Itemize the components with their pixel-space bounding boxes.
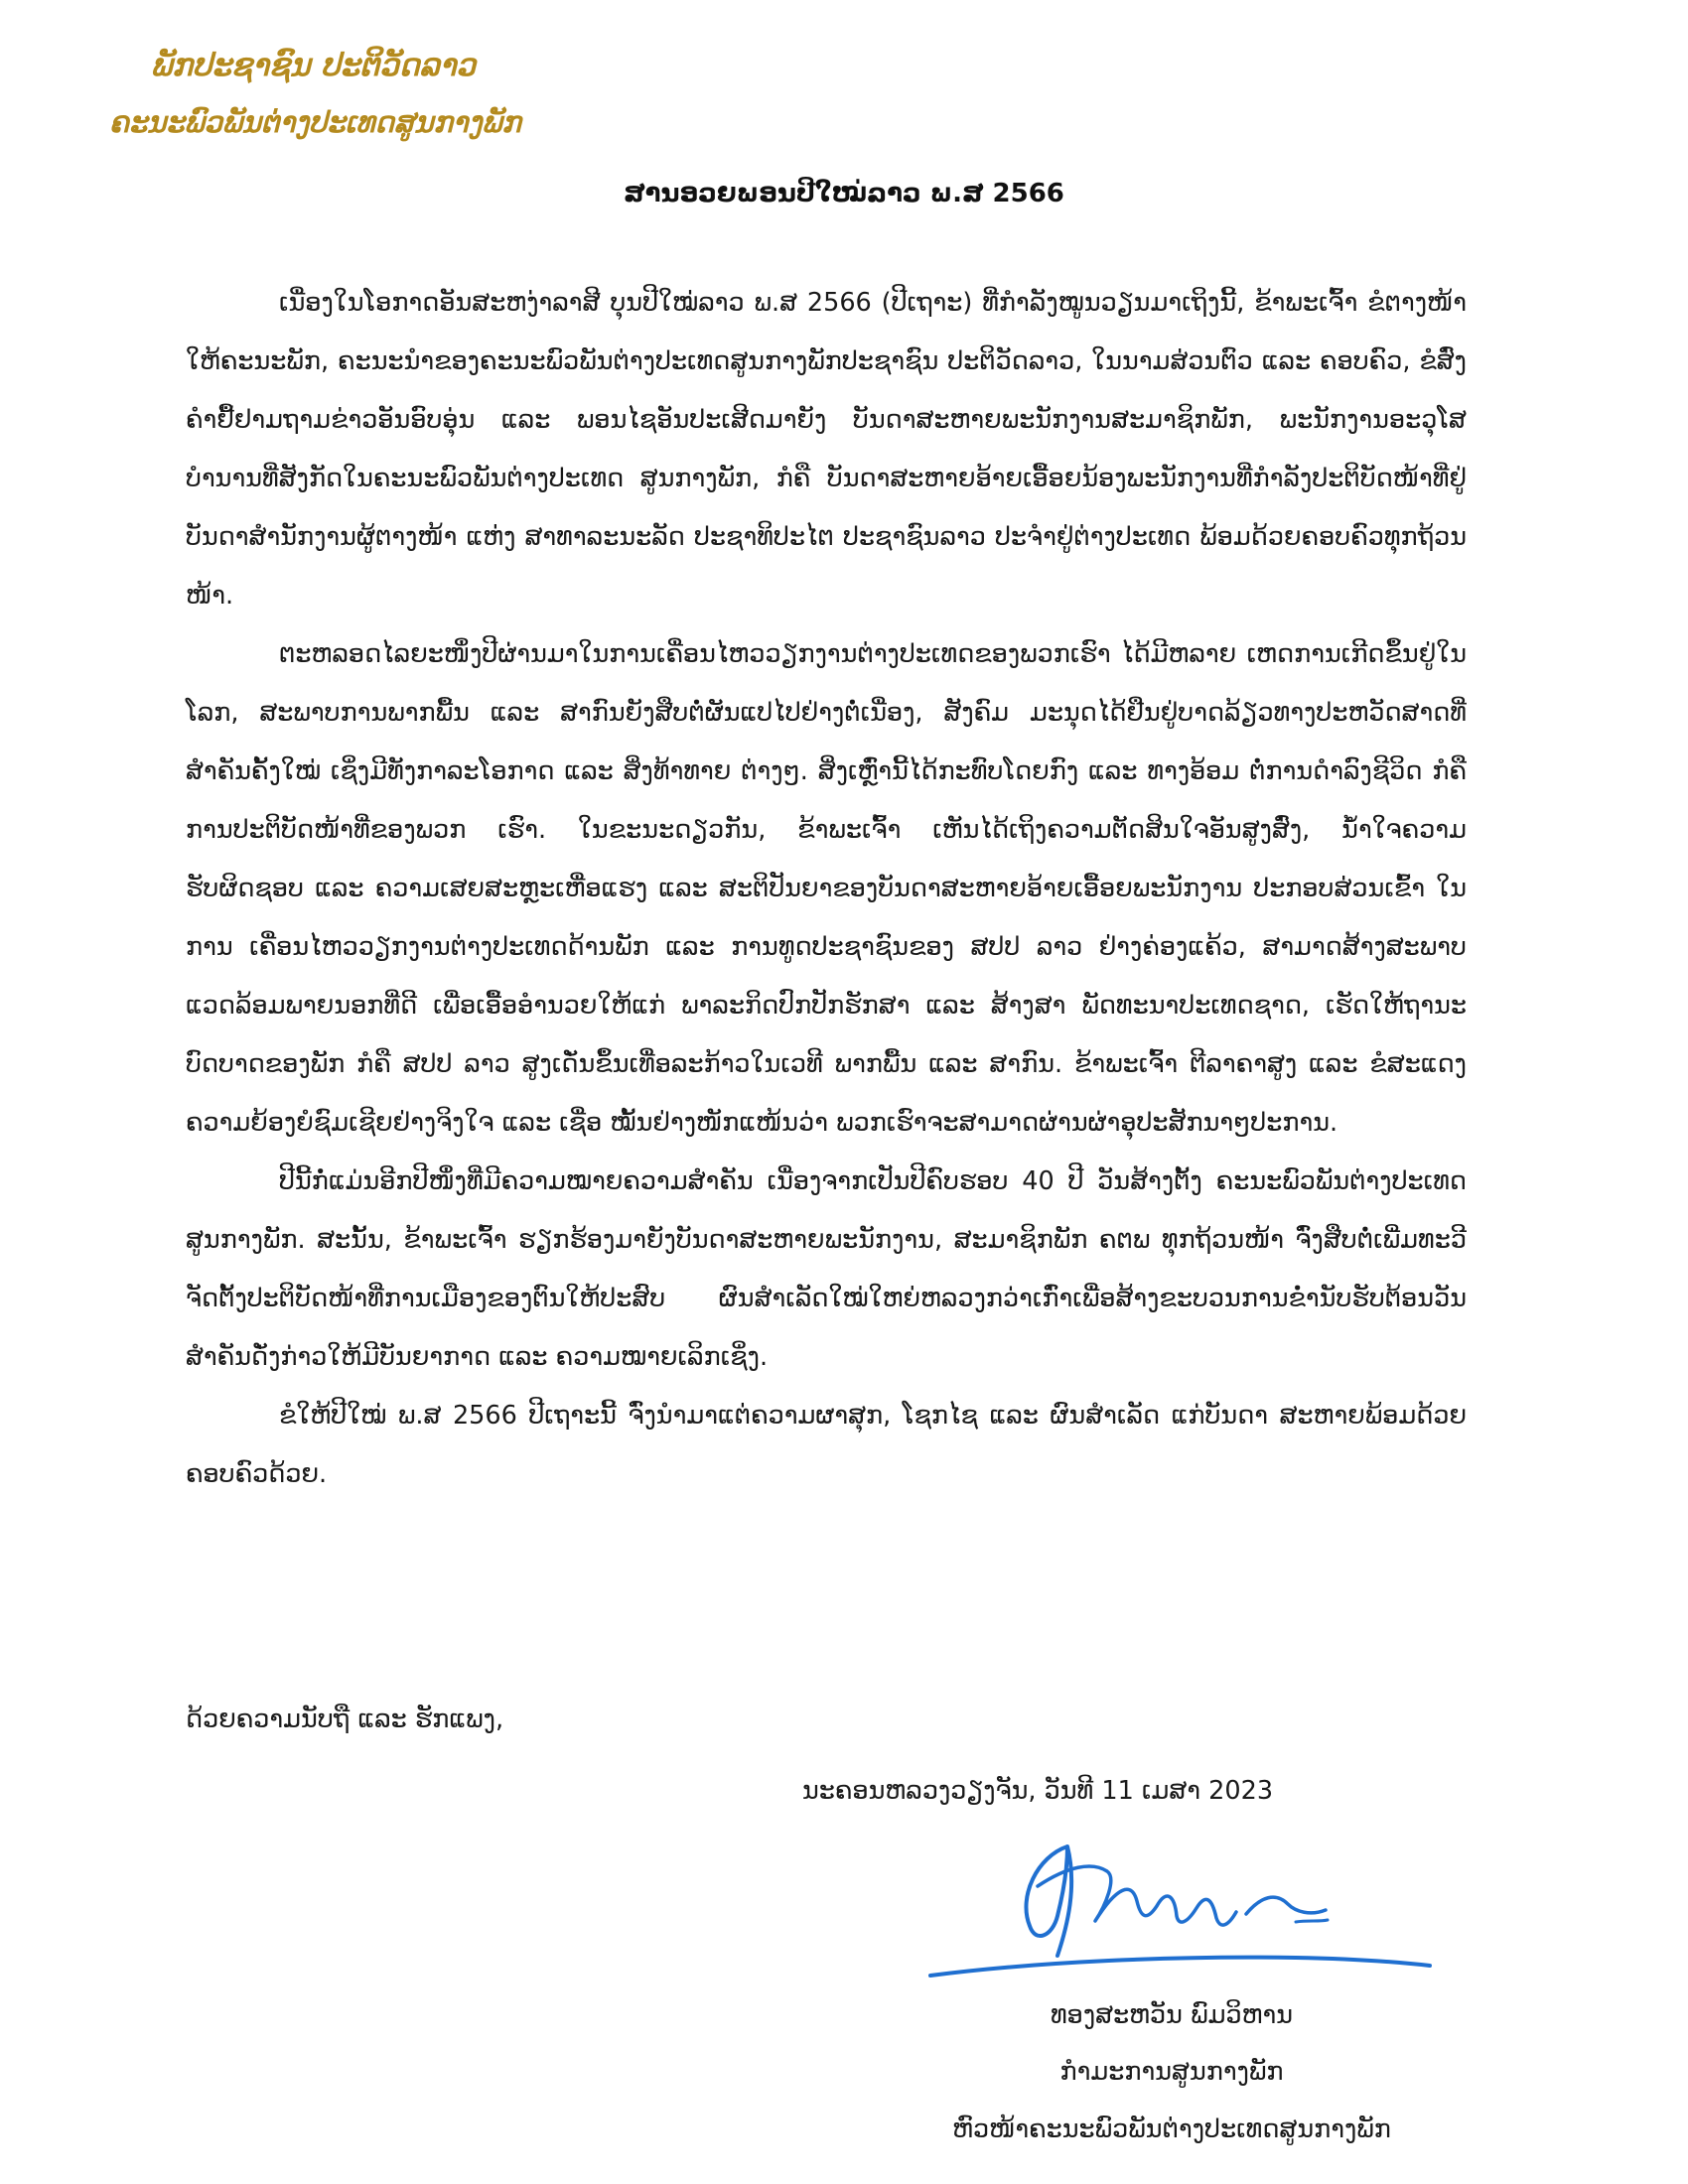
place-and-date: ນະຄອນຫລວງວຽງຈັນ, ວັນທີ 11 ເມສາ 2023 bbox=[802, 1776, 1274, 1806]
body-paragraph-3: ປີນີ້ກໍ່ແມ່ນອີກປີໜຶ່ງທີ່ມີຄວາມໝາຍຄວາມສຳຄັນ ເນື່ອງຈາກເປັນປີຄົບຮອບ 40 ປີ ວັນສ້າງຕັ້ງ ຄະນະພົວພັນຕ່າງປະເທດສູນກາງພັກ. ສະນັ້ນ, ຂ້າພະເຈົ້າ ຮຽກຮ້ອງມາຍັງບັນດາສະຫາຍພະນັກງານ, ສະມາຊິກພັກ ຄຕພ ທຸກຖ້ວນໜ້າ ຈົ່ງສືບຕໍ່ເພີ່ມທະວີຈັດຕັ້ງປະຕິບັດໜ້າທີ່ການເມືອງຂອງຕົນໃຫ້ປະສົບ ຜົນສຳເລັດໃໝ່ໃຫຍ່ຫລວງກວ່າເກົ່າເພື່ອສ້າງຂະບວນການຂໍ່ານັບຮັບຕ້ອນວັນສຳຄັນດັ່ງກ່າວໃຫ້ມີບັນຍາກາດ ແລະ ຄວາມໝາຍເລິກເຊິ່ງ. bbox=[186, 1166, 1467, 1372]
body-paragraph-1: ເນື່ອງໃນໂອກາດອັນສະຫງ່າລາສີ ບຸນປີໃໝ່ລາວ ພ.ສ 2566 (ປີເຖາະ) ທີ່ກຳລັງໝູນວຽນມາເຖິງນີ້, ຂ້າພະເຈົ້າ ຂໍຕາງໜ້າໃຫ້ຄະນະພັກ, ຄະນະນຳຂອງຄະນະພົວພັນຕ່າງປະເທດສູນກາງພັກປະຊາຊົນ ປະຕິວັດລາວ, ໃນນາມສ່ວນຕົວ ແລະ ຄອບຄົວ, ຂໍສົ່ງຄຳຢື້ຢາມຖາມຂ່າວອັນອົບອຸ່ນ ແລະ ພອນໄຊອັນປະເສີດມາຍັງ ບັນດາສະຫາຍພະນັກງານສະມາຊິກພັກ, ພະນັກງານອະວຸໂສບຳນານທີ່ສັງກັດໃນຄະນະພົວພັນຕ່າງປະເທດ ສູນກາງພັກ, ກໍຄື ບັນດາສະຫາຍອ້າຍເອື້ອຍນ້ອງພະນັກງານທີ່ກຳລັງປະຕິບັດໜ້າທີ່ຢູ່ບັນດາສຳນັກງານຜູ້ຕາງໜ້າ ແຫ່ງ ສາທາລະນະລັດ ປະຊາທິປະໄຕ ປະຊາຊົນລາວ ປະຈຳຢູ່ຕ່າງປະເທດ ພ້ອມດ້ວຍຄອບຄົວທຸກຖ້ວນໜ້າ. bbox=[186, 288, 1467, 611]
signatory-position-2: ຫົວໜ້າຄະນະພົວພັນຕ່າງປະເທດສູນກາງພັກ bbox=[952, 2115, 1391, 2144]
signatory-position-1: ກຳມະການສູນກາງພັກ bbox=[1059, 2057, 1284, 2087]
letterhead-department-name: ຄະນະພົວພັນຕ່າງປະເທດສູນກາງພັກ bbox=[109, 105, 521, 139]
body-paragraph-4: ຂໍໃຫ້ປີໃໝ່ ພ.ສ 2566 ປີເຖາະນີ້ ຈົ່ງນຳມາແຕ່ຄວາມຜາສຸກ, ໂຊກໄຊ ແລະ ຜົນສຳເລັດ ແກ່ບັນດາ ສະຫາຍພ້ອມດ້ວຍຄອບຄົວດ້ວຍ. bbox=[186, 1401, 1467, 1489]
closing-salutation: ດ້ວຍຄວາມນັບຖື ແລະ ຮັກແພງ, bbox=[186, 1705, 504, 1734]
handwritten-signature bbox=[918, 1827, 1435, 1985]
signatory-name: ທອງສະຫວັນ ພົມວິຫານ bbox=[1050, 2000, 1294, 2030]
letter-body bbox=[186, 274, 1467, 1504]
letterhead-party-name: ພັກປະຊາຊົນ ປະຕິວັດລາວ bbox=[151, 48, 477, 83]
document-title: ສານອວຍພອນປີໃໝ່ລາວ ພ.ສ 2566 bbox=[624, 179, 1064, 208]
body-paragraph-2: ຕະຫລອດໄລຍະໜຶ່ງປີຜ່ານມາໃນການເຄື່ອນໄຫວວຽກງານຕ່າງປະເທດຂອງພວກເຮົາ ໄດ້ມີຫລາຍ ເຫດການເກີດຂຶ້ນຢູ່ໃນໂລກ, ສະພາບການພາກພື້ນ ແລະ ສາກົນຍັງສືບຕໍ່ຜັນແປໄປຢ່າງຕໍ່ເນື່ອງ, ສັງຄົມ ມະນຸດໄດ້ຢືນຢູ່ບາດລ້ຽວທາງປະຫວັດສາດທີ່ສຳຄັນຄັ້ງໃໝ່ ເຊິ່ງມີທັງກາລະໂອກາດ ແລະ ສິ່ງທ້າທາຍ ຕ່າງໆ. ສິ່ງເຫຼົ່ານີ້ໄດ້ກະທົບໂດຍກົງ ແລະ ທາງອ້ອມ ຕໍ່ການດຳລົງຊີວິດ ກໍຄື ການປະຕິບັດໜ້າທີ່ຂອງພວກ ເຮົາ. ໃນຂະນະດຽວກັນ, ຂ້າພະເຈົ້າ ເຫັນໄດ້ເຖິງຄວາມຕັດສິນໃຈອັນສູງສົ່ງ, ນ້ຳໃຈຄວາມຮັບຜິດຊອບ ແລະ ຄວາມເສຍສະຫຼະເຫື່ອແຮງ ແລະ ສະຕິປັນຍາຂອງບັນດາສະຫາຍອ້າຍເອື້ອຍພະນັກງານ ປະກອບສ່ວນເຂົ້າ ໃນການ ເຄື່ອນໄຫວວຽກງານຕ່າງປະເທດດ້ານພັກ ແລະ ການທູດປະຊາຊົນຂອງ ສປປ ລາວ ຢ່າງຄ່ອງແຄ້ວ, ສາມາດສ້າງສະພາບແວດລ້ອມພາຍນອກທີ່ດີ ເພື່ອເອື້ອອຳນວຍໃຫ້ແກ່ ພາລະກິດປົກປັກຮັກສາ ແລະ ສ້າງສາ ພັດທະນາປະເທດຊາດ, ເຮັດໃຫ້ຖານະບົດບາດຂອງພັກ ກໍຄື ສປປ ລາວ ສູງເດັ່ນຂຶ້ນເທື່ອລະກ້າວໃນເວທີ ພາກພື້ນ ແລະ ສາກົນ. ຂ້າພະເຈົ້າ ຕີລາຄາສູງ ແລະ ຂໍສະແດງຄວາມຍ້ອງຍໍຊົມເຊີຍຢ່າງຈິງໃຈ ແລະ ເຊື່ອ ໝັ້ນຢ່າງໜັກແໜ້ນວ່າ ພວກເຮົາຈະສາມາດຜ່ານຜ່າອຸປະສັກນາໆປະການ. bbox=[186, 639, 1467, 1138]
